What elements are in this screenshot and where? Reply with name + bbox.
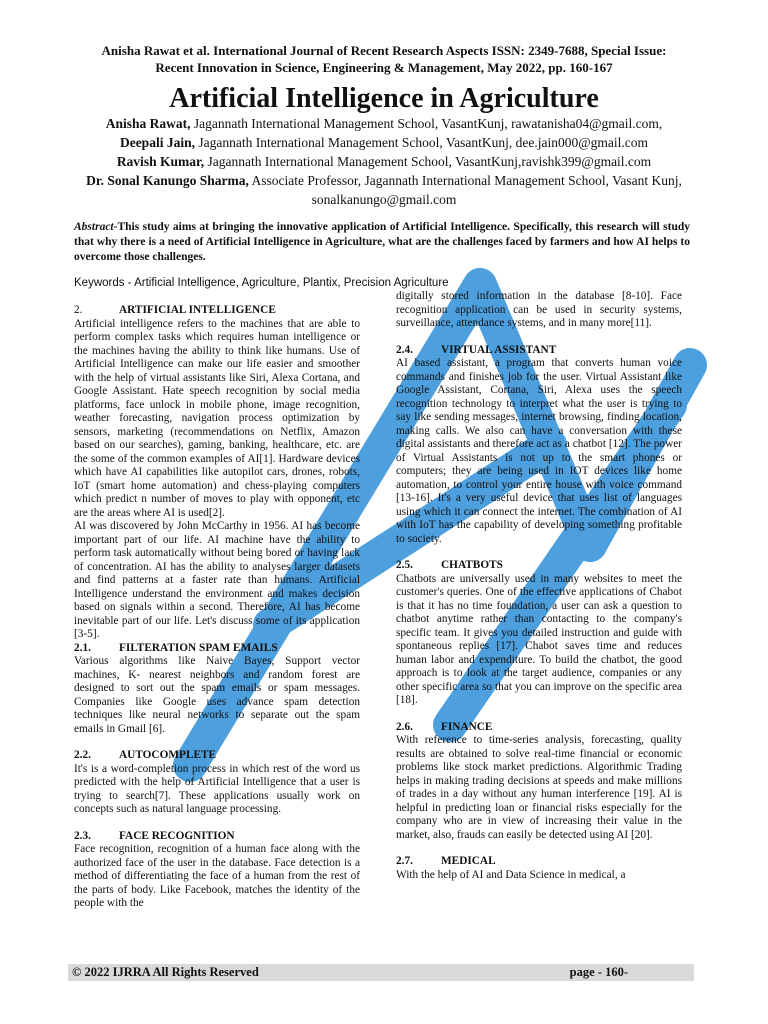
paper-title: Artificial Intelligence in Agriculture: [169, 83, 599, 114]
abstract-label: Abstract-: [74, 221, 118, 233]
paragraph: AI based assistant, a program that converts human voice commands and finishes job for the user. Virtual Assistant like Google Assistant, Cortana, Siri, Alexa uses the speech recognition technology to interpret what the user is trying to say like sending messages, internet browsing, finding location, making calls. We also can have a conversation with these digital assistants and therefore act as a chatbot [12]. The power of Virtual Assistants is not up to the smart phones or computers; they are being used in IOT devices like home automation, to control your entire house with voice command [13-16]. It's a very useful device that uses list of languages using which it can connect the internet. The combination of AI with IoT has the capability of developing something profitable to society.: [396, 357, 682, 545]
paragraph: Various algorithms like Naive Bayes, Support vector machines, K- nearest neighbors and random forest are designed to sort out the spam emails or spam messages. Companies like Google uses advance spam detection techniques like neural networks to separate out the spam emails in Gmail [6].: [74, 655, 360, 735]
section-heading: 2.2. AUTOCOMPLETE: [74, 749, 217, 761]
section-heading: 2. ARTIFICIAL INTELLIGENCE: [74, 304, 276, 316]
paragraph: Chatbots are universally used in many websites to meet the customer's queries. One of the effective applications of Chabot is that it has no time foundation, a user can ask a question to chatbot anytime rather than contacting to the company's specific team. It gives you detailed instruction and guide with spontaneous replies [17]. Chabot saves time and reduces human labor and expenditure. To build the chatbot, the good approach is to look at the target audience, companies or any other specific area so that you can improve on the specific area [18].: [396, 572, 682, 706]
keywords: Keywords - Artificial Intelligence, Agriculture, Plantix, Precision Agriculture: [74, 277, 449, 289]
copyright: © 2022 IJRRA All Rights Reserved: [72, 965, 259, 979]
paragraph: Artificial intelligence refers to the machines that are able to perform complex tasks which requires human intelligence or the machines having the ability to think like humans. Use of Artificial Intelligence can make our life easier and smoother with the help of virtual assistants like Siri, Alexa Cortana, and Google Assistant. Hate speech recognition by social media platforms, face unlock in mobile phone, image recognition, weather forecasting, navigation process optimization by sensors, marketing (recommendations on Netflix, Amazon based on our searches), gaming, banking, healthcare, etc. are the some of the common examples of AI[1]. Hardware devices which have AI capabilities like autopilot cars, drones, robots, IoT (smart home automation) and chess-playing computers which predict n number of moves to play with opponent, etc are the areas where AI is used[2].: [74, 317, 360, 519]
section-heading: 2.4. VIRTUAL ASSISTANT: [396, 343, 557, 356]
paragraph: Face recognition, recognition of a human face along with the authorized face of the user in the database. Face detection is a method of differentiating the face of a human from the rest of the parts of body. Like Facebook, matches the identity of the people with the: [74, 843, 360, 909]
paragraph: digitally stored information in the database [8-10]. Face recognition application can be used in security systems, surveillance, attendance systems, and in many more[11].: [396, 290, 682, 329]
paragraph: AI was discovered by John McCarthy in 1956. AI has become important part of our life. AI machine have the ability to perform task automatically without being bored or having lack of concentration. AI has the ability to analyses larger datasets and find patterns at a faster rate than humans. Artificial Intelligence understand the environment and makes decision based on signals within a second. Therefore, AI has become inevitable part of our life. Let's discuss some of its application [3-5].: [74, 520, 360, 640]
abstract-text: This study aims at bringing the innovative application of Artificial Intelligence. Specifically, this research will study that why there is a need of Artificial Intelligence in Agriculture, what are the challenges faced by farmers and how AI helps to overcome those challenges.: [74, 221, 690, 263]
page-footer: [68, 964, 694, 981]
section-heading: 2.6. FINANCE: [396, 720, 493, 733]
section-heading: 2.1. FILTERATION SPAM EMAILS: [74, 641, 278, 654]
author-list: [60, 114, 708, 209]
author-1: Anisha Rawat, Jagannath International Management School, VasantKunj, rawatanisha04@gmail.com,: [105, 116, 663, 131]
paragraph: With reference to time-series analysis, forecasting, quality results are obtained to solve real-time financial or economic problems like stock market predictions. Algorithmic Trading helps in making trading decisions at speeds and make millions of trades in a day without any human interference [19]. AI is helpful in predicting loan or financial risks especially for the company who are in view of increasing their value in the market, also, frauds can easily be detected using AI [20].: [396, 734, 682, 841]
author-3: Ravish Kumar, Jagannath International Management School, VasantKunj,ravishk399@gmail.com: [116, 154, 652, 169]
header-line-2: Recent Innovation in Science, Engineering & Management, May 2022, pp. 160-167: [155, 60, 613, 75]
section-heading: 2.3. FACE RECOGNITION: [74, 829, 235, 842]
paragraph: With the help of AI and Data Science in medical, a: [396, 868, 626, 881]
author-2: Deepali Jain, Jagannath International Management School, VasantKunj, dee.jain000@gmail.com: [119, 135, 649, 150]
journal-header: [40, 42, 728, 76]
right-column: [396, 290, 682, 882]
section-heading: 2.5. CHATBOTS: [396, 559, 503, 571]
page-number: page - 160-: [569, 965, 628, 979]
abstract: [74, 220, 690, 265]
header-line-1: Anisha Rawat et al. International Journal of Recent Research Aspects ISSN: 2349-7688, Special Issue:: [101, 43, 667, 58]
section-heading: 2.7. MEDICAL: [396, 855, 496, 867]
paragraph: It's is a word-completion process in which rest of the word us predicted with the help of Artificial Intelligence that a user is trying to search[7]. These applications usually work on concepts such as natural language processing.: [74, 762, 360, 815]
left-column: [74, 304, 360, 911]
author-4: Dr. Sonal Kanungo Sharma, Associate Professor, Jagannath International Management School, Vasant Kunj, sonalkanungo@gmail.com: [86, 173, 682, 207]
